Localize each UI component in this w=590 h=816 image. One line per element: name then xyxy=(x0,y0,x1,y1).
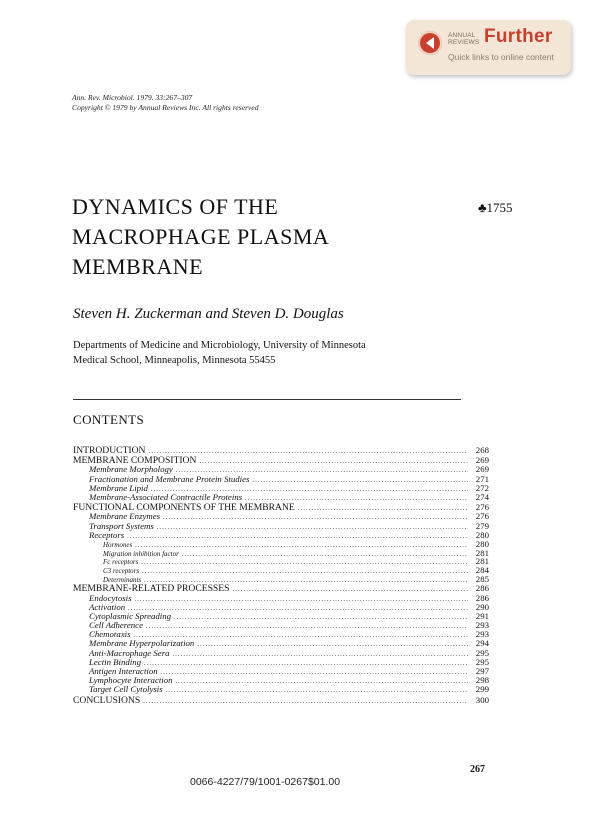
toc-entry-label: Membrane Morphology xyxy=(89,464,173,475)
toc-entry-label: Hormones xyxy=(103,540,133,549)
footer-code: 0066-4227/79/1001-0267$01.00 xyxy=(190,776,341,788)
title-line: DYNAMICS OF THE xyxy=(72,194,279,219)
toc-entry-page: 280 xyxy=(475,529,489,540)
title-line: MEMBRANE xyxy=(72,254,204,279)
toc-leader-dots xyxy=(157,523,468,532)
toc-leader-dots xyxy=(146,622,468,631)
toc-leader-dots xyxy=(163,513,468,522)
toc-entry-label: Membrane Hyperpolarization xyxy=(89,638,195,649)
toc-entry-label: Fc receptors xyxy=(103,558,139,567)
toc-entry-label: CONCLUSIONS xyxy=(73,694,141,706)
badge-annual-text: ANNUAL xyxy=(448,32,476,39)
toc-entry[interactable] xyxy=(73,549,489,558)
back-arrow-icon xyxy=(418,31,442,55)
toc-entry-page: 293 xyxy=(475,629,489,640)
toc-entry-page: 286 xyxy=(475,592,489,603)
article-title xyxy=(72,192,412,282)
toc-entry-label: Lectin Binding xyxy=(89,656,142,667)
toc-entry[interactable] xyxy=(73,566,489,575)
toc-entry[interactable] xyxy=(73,583,489,593)
toc-entry-page: 276 xyxy=(475,511,489,522)
toc-entry-page: 281 xyxy=(475,556,489,567)
toc-entry-label: MEMBRANE-RELATED PROCESSES xyxy=(73,583,230,595)
affiliation xyxy=(73,338,453,368)
toc-leader-dots xyxy=(148,446,468,456)
toc-entry[interactable] xyxy=(73,445,489,455)
toc-entry-label: Target Cell Cytolysis xyxy=(89,684,163,695)
toc-entry-page: 300 xyxy=(475,694,489,705)
toc-entry-page: 298 xyxy=(475,675,489,686)
toc-leader-dots xyxy=(135,541,468,550)
authors: Steven H. Zuckerman and Steven D. Douglas xyxy=(73,306,344,322)
toc-entry-page: 279 xyxy=(475,520,489,531)
toc-leader-dots xyxy=(143,696,468,706)
toc-leader-dots xyxy=(232,584,468,594)
toc-entry-page: 281 xyxy=(475,547,489,558)
toc-leader-dots xyxy=(298,503,468,513)
toc-entry-label: FUNCTIONAL COMPONENTS OF THE MEMBRANE xyxy=(73,502,295,514)
toc-entry-label: Membrane-Associated Contractile Proteins xyxy=(89,491,243,502)
toc-entry-page: 271 xyxy=(475,473,489,484)
toc-leader-dots xyxy=(176,677,468,686)
toc-entry-page: 297 xyxy=(475,666,489,676)
toc-entry-page: 269 xyxy=(475,464,489,475)
toc-entry[interactable] xyxy=(73,695,489,705)
toc-entry-page: 294 xyxy=(475,638,489,649)
toc-entry[interactable] xyxy=(73,575,489,584)
toc-entry-label: Cytoplasmic Spreading xyxy=(89,610,172,621)
title-line: MACROPHAGE PLASMA xyxy=(72,224,330,249)
toc-entry-page: 295 xyxy=(475,647,489,658)
toc-leader-dots xyxy=(128,604,468,613)
toc-entry-label: INTRODUCTION xyxy=(73,445,146,456)
toc-entry-page: 284 xyxy=(475,564,489,575)
section-divider xyxy=(73,399,461,400)
toc-leader-dots xyxy=(174,613,468,622)
toc-entry-page: 269 xyxy=(475,455,489,466)
badge-tagline: Quick links to online content xyxy=(448,52,554,62)
toc-entry[interactable] xyxy=(73,531,489,540)
toc-entry-page: 295 xyxy=(475,656,489,667)
toc-entry[interactable] xyxy=(73,522,489,531)
toc-leader-dots xyxy=(127,532,468,541)
article-number: ♣1755 xyxy=(478,200,513,215)
toc-leader-dots xyxy=(173,650,468,659)
affiliation-line: Departments of Medicine and Microbiology, University of Minnesota xyxy=(73,340,366,351)
journal-citation xyxy=(72,93,259,113)
toc-entry-page: 274 xyxy=(475,491,489,502)
toc-entry-page: 293 xyxy=(475,620,489,631)
toc-entry[interactable] xyxy=(73,685,489,694)
toc-entry-page: 272 xyxy=(475,482,489,493)
toc-entry-page: 268 xyxy=(475,445,489,455)
toc-entry-page: 285 xyxy=(475,573,489,584)
toc-leader-dots xyxy=(142,567,468,576)
toc-leader-dots xyxy=(161,668,468,677)
annual-reviews-further-badge[interactable] xyxy=(406,20,571,75)
toc-entry-label: Membrane Lipid xyxy=(89,482,148,493)
toc-leader-dots xyxy=(199,456,468,466)
toc-leader-dots xyxy=(197,640,468,649)
affiliation-line: Medical School, Minneapolis, Minnesota 55455 xyxy=(73,355,276,366)
toc-entry[interactable] xyxy=(73,594,489,603)
toc-entry-label: Anti-Macrophage Sera xyxy=(89,647,170,658)
toc-entry-page: 290 xyxy=(475,601,489,612)
toc-entry-label: C3 receptors xyxy=(103,566,140,575)
contents-heading: CONTENTS xyxy=(73,412,145,427)
toc-entry-page: 299 xyxy=(475,684,489,695)
toc-entry-label: Membrane Enzymes xyxy=(89,511,161,522)
toc-entry[interactable] xyxy=(73,493,489,502)
toc-entry-label: Receptors xyxy=(89,529,125,540)
toc-entry[interactable] xyxy=(73,621,489,630)
toc-entry-label: Lymphocyte Interaction xyxy=(89,675,173,686)
toc-leader-dots xyxy=(141,558,468,567)
toc-entry-label: Antigen Interaction xyxy=(89,666,158,676)
toc-leader-dots xyxy=(252,476,468,485)
badge-further-text: Further xyxy=(484,26,553,47)
toc-entry-label: Determinants xyxy=(103,575,142,584)
copyright-line: Copyright © 1979 by Annual Reviews Inc. All rights reserved xyxy=(72,103,259,112)
toc-entry-page: 276 xyxy=(475,502,489,513)
page-number: 267 xyxy=(470,764,485,775)
badge-reviews-text: REVIEWS xyxy=(448,39,480,46)
toc-entry-page: 291 xyxy=(475,610,489,621)
toc-leader-dots xyxy=(144,659,468,668)
citation-line: Ann. Rev. Microbiol. 1979. 33:267–307 xyxy=(72,93,193,102)
toc-entry-label: Chemotaxis xyxy=(89,629,131,640)
toc-entry-page: 286 xyxy=(475,583,489,594)
toc-leader-dots xyxy=(135,595,468,604)
toc-entry-label: Activation xyxy=(89,601,126,612)
toc-entry-label: Cell Adherence xyxy=(89,620,143,631)
toc-entry-label: Endocytosis xyxy=(89,592,132,603)
toc-entry-page: 280 xyxy=(475,538,489,549)
toc-leader-dots xyxy=(182,550,468,559)
toc-entry-label: MEMBRANE COMPOSITION xyxy=(73,455,197,467)
table-of-contents xyxy=(73,445,489,705)
toc-entry[interactable] xyxy=(73,557,489,566)
toc-entry-label: Transport Systems xyxy=(89,520,154,531)
toc-entry[interactable] xyxy=(73,540,489,549)
toc-leader-dots xyxy=(166,686,468,695)
toc-entry-label: Fractionation and Membrane Protein Studies xyxy=(89,473,250,484)
toc-entry-label: Migration inhibition factor xyxy=(103,549,179,558)
